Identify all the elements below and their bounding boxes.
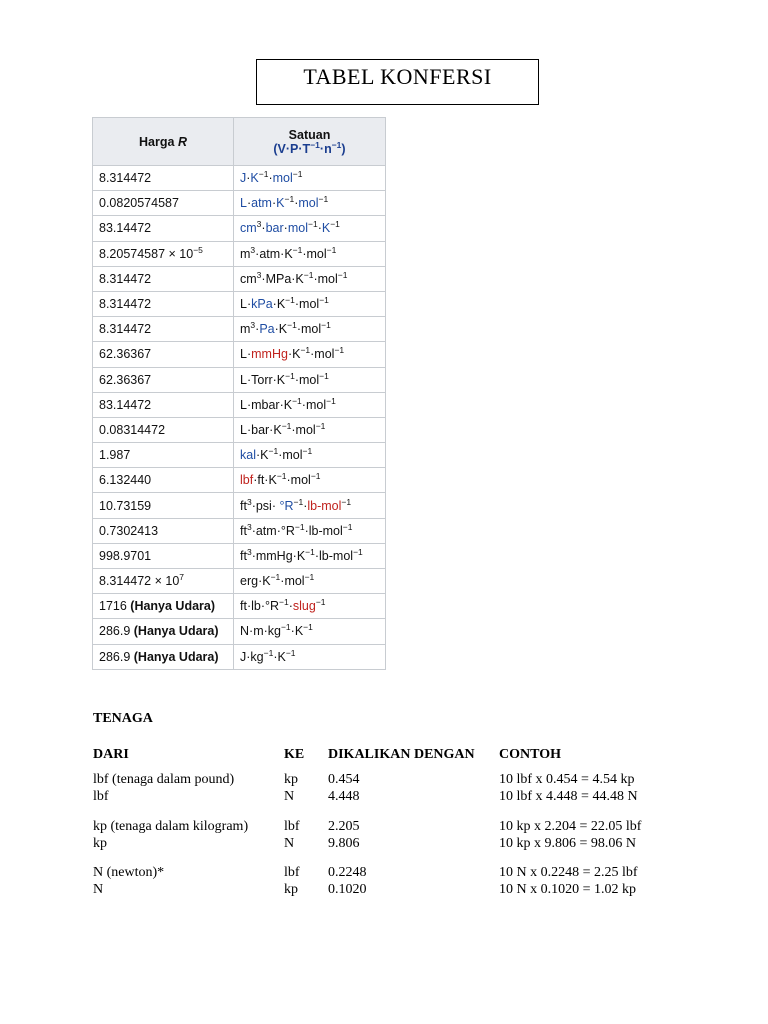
row-factor: 2.205 [328,819,360,834]
row-from: kp [93,836,107,851]
table-row [93,266,386,291]
unit-cell: $L\cdot kPa\cdot K^{-1}\cdot mol^{-1}$ [234,291,386,316]
header-factor: DIKALIKAN DENGAN [328,747,475,762]
unit-cell: $cm^3\cdot bar\cdot mol^{-1}\cdot K^{-1}$ [234,216,386,241]
table-row [93,241,386,266]
value-cell: $8.20574587 \times 10^{-5}$ [93,241,234,266]
table-row [93,619,386,644]
gas-constant-table [92,117,386,670]
table-header-row [93,118,386,166]
table-row [93,443,386,468]
table-row [93,518,386,543]
value-cell: 1716 (Hanya Udara) [93,594,234,619]
table-row [93,493,386,518]
table-row [93,216,386,241]
column-header-value [93,118,234,166]
row-to: kp [284,882,298,897]
value-cell: $8.314472 \times 10^7$ [93,569,234,594]
row-factor: 0.1020 [328,882,367,897]
row-factor: 4.448 [328,789,360,804]
row-from: N [93,882,104,897]
table-row [93,191,386,216]
table-row [93,543,386,568]
row-to: lbf [284,865,300,880]
row-to: lbf [284,819,300,834]
page-title: TABEL KONFERSI [256,59,539,105]
unit-cell: $ft^3\cdot psi\cdot ^\circ R^{-1}\cdot lb-mol^{-1}$ [234,493,386,518]
row-factor: 0.454 [328,772,360,787]
row-from: kp (tenaga dalam kilogram) [93,819,249,834]
row-from: lbf [93,789,109,804]
row-example: 10 N x 0.2248 = 2.25 lbf [499,865,638,880]
row-to: N [284,836,295,851]
row-from: N (newton)* [93,865,165,880]
unit-cell: $m^3\cdot atm\cdot K^{-1}\cdot mol^{-1}$ [234,241,386,266]
value-cell: 998.9701 [93,543,234,568]
value-cell: 286.9 (Hanya Udara) [93,619,234,644]
row-to: kp [284,772,298,787]
value-cell: 1.987 [93,443,234,468]
unit-cell: $kal\cdot K^{-1}\cdot mol^{-1}$ [234,443,386,468]
table-row [93,367,386,392]
unit-cell: $L\cdot bar\cdot K^{-1}\cdot mol^{-1}$ [234,417,386,442]
row-factor: 9.806 [328,836,360,851]
column-header-unit [234,118,386,166]
table-row [93,468,386,493]
row-example: 10 kp x 9.806 = 98.06 N [499,836,637,851]
unit-cell: $J\cdot K^{-1}\cdot mol^{-1}$ [234,166,386,191]
unit-cell: $cm^3\cdot MPa\cdot K^{-1}\cdot mol^{-1}$ [234,266,386,291]
table-row [93,291,386,316]
value-cell: 8.314472 [93,166,234,191]
value-cell: 10.73159 [93,493,234,518]
unit-cell: $ft^3\cdot mmHg\cdot K^{-1}\cdot lb-mol^{-1}$ [234,543,386,568]
header-to: KE [284,747,305,762]
value-cell: 0.08314472 [93,417,234,442]
value-cell: 62.36367 [93,342,234,367]
unit-cell: $ft^3\cdot atm\cdot^\circ R^{-1}\cdot lb-mol^{-1}$ [234,518,386,543]
table-row [93,569,386,594]
unit-cell: $J\cdot kg^{-1}\cdot K^{-1}$ [234,644,386,669]
row-example: 10 lbf x 4.448 = 44.48 N [499,789,638,804]
header-from: DARI [93,747,129,762]
table-row [93,317,386,342]
column-header-value-symbol: R [177,134,187,149]
value-cell: 8.314472 [93,291,234,316]
column-header-unit-line1: Satuan [288,127,331,142]
header-example: CONTOH [499,747,561,762]
value-cell: 6.132440 [93,468,234,493]
row-to: N [284,789,295,804]
row-factor: 0.2248 [328,865,367,880]
row-from: lbf (tenaga dalam pound) [93,772,235,787]
value-cell: 0.0820574587 [93,191,234,216]
unit-cell: $erg\cdot K^{-1}\cdot mol^{-1}$ [234,569,386,594]
table-row [93,166,386,191]
table-row [93,392,386,417]
column-header-value-text: Harga [139,134,178,149]
table-row [93,342,386,367]
unit-cell: $L\cdot mmHg\cdot K^{-1}\cdot mol^{-1}$ [234,342,386,367]
value-cell: 8.314472 [93,266,234,291]
value-cell: 83.14472 [93,216,234,241]
unit-cell: $N\cdot m\cdot kg^{-1}\cdot K^{-1}$ [234,619,386,644]
unit-cell: $L\cdot mbar\cdot K^{-1}\cdot mol^{-1}$ [234,392,386,417]
unit-cell: $ft\cdot lb\cdot^\circ R^{-1}\cdot slug^{-1}$ [234,594,386,619]
table-row [93,594,386,619]
unit-cell: $lbf\cdot ft\cdot K^{-1}\cdot mol^{-1}$ [234,468,386,493]
section-title-tenaga: TENAGA [93,711,153,726]
value-cell: 83.14472 [93,392,234,417]
row-example: 10 N x 0.1020 = 1.02 kp [499,882,637,897]
table-row [93,644,386,669]
value-cell: 286.9 (Hanya Udara) [93,644,234,669]
value-cell: 8.314472 [93,317,234,342]
value-cell: 0.7302413 [93,518,234,543]
table-row [93,417,386,442]
column-header-unit-line2: $(V\cdot P\cdot T^{-1}\cdot n^{-1})$ [273,139,346,156]
row-example: 10 kp x 2.204 = 22.05 lbf [499,819,642,834]
unit-cell: $L\cdot Torr\cdot K^{-1}\cdot mol^{-1}$ [234,367,386,392]
row-example: 10 lbf x 0.454 = 4.54 kp [499,772,635,787]
unit-cell: $L\cdot atm\cdot K^{-1}\cdot mol^{-1}$ [234,191,386,216]
unit-cell: $m^3\cdot Pa\cdot K^{-1}\cdot mol^{-1}$ [234,317,386,342]
value-cell: 62.36367 [93,367,234,392]
